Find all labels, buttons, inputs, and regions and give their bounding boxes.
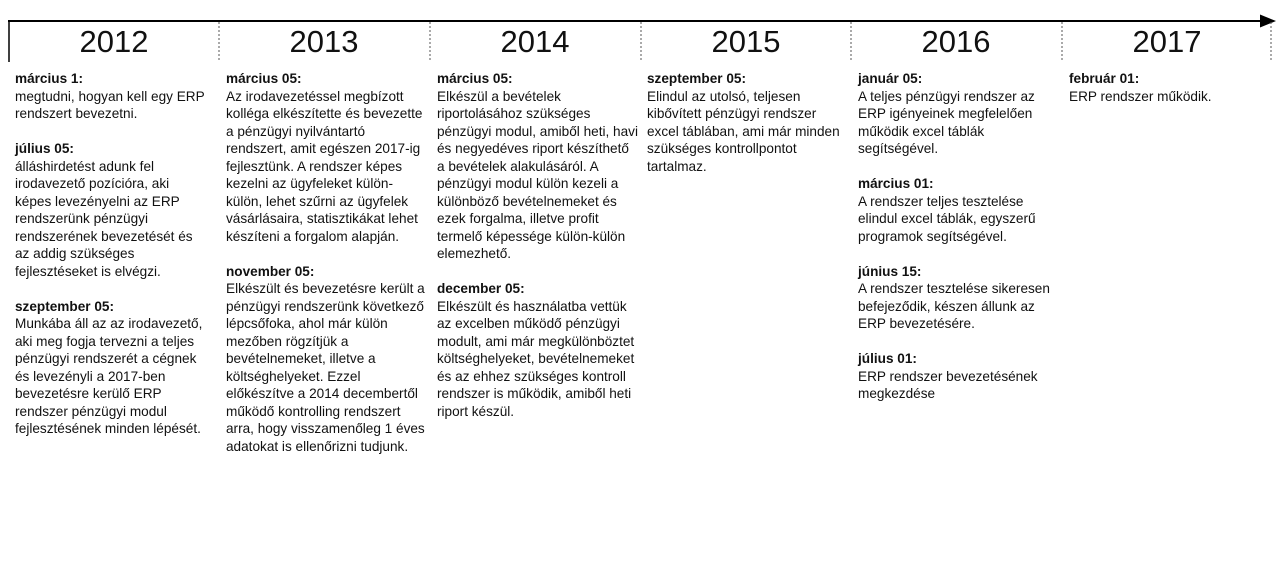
event-description: A rendszer tesztelése sikeresen befejeződik, készen állunk az ERP bevezetésére.	[858, 281, 1050, 331]
event-date: szeptember 05:	[15, 298, 114, 314]
event-description: ERP rendszer működik.	[1069, 88, 1212, 104]
year-column-2016	[858, 70, 1058, 420]
event-date: március 1:	[15, 71, 84, 86]
timeline-event	[858, 350, 1058, 403]
event-date: január 05:	[858, 71, 923, 86]
event-date: március 05:	[437, 71, 513, 86]
year-label: 2016	[921, 24, 991, 59]
event-date: március 01:	[858, 176, 934, 191]
timeline-event	[437, 280, 639, 420]
timeline-event	[226, 70, 426, 245]
event-description: ERP rendszer bevezetésének megkezdése	[858, 368, 1038, 401]
event-description: álláshirdetést adunk fel irodavezető pozícióra, aki képes levezényelni az ERP rendszerünk pénzügyi rendszerének bevezetését és az addig szükséges fejlesztéseket is elvégzi.	[15, 158, 193, 279]
year-column-2014	[437, 70, 639, 438]
timeline-event	[647, 70, 847, 175]
event-description: Munkába áll az az irodavezető, aki meg fogja tervezni a teljes pénzügyi rendszerét a cégnek és levezényli a 2017-ben bevezetésre kerülő ERP rendszer pénzügyi modul fejlesztésének minden lépését.	[15, 316, 203, 436]
year-column-2015	[647, 70, 847, 193]
event-description: megtudni, hogyan kell egy ERP rendszert bevezetni.	[15, 88, 205, 121]
event-date: november 05:	[226, 263, 315, 279]
timeline-event	[15, 140, 205, 280]
year-column-2013	[226, 70, 426, 473]
event-date: július 01:	[858, 351, 917, 366]
event-description: Elindul az utolsó, teljesen kibővített pénzügyi rendszer excel táblában, ami már minden szükséges kontrollpontot tartalmaz.	[647, 88, 840, 174]
event-description: Az irodavezetéssel megbízott kolléga elkészítette és bevezette a pénzügyi nyilvántartó rendszert, amit egészen 2017-ig fejlesztünk. A rendszer képes kezelni az ügyfeleket külön-külön, lehet szűrni az ügyfelek vásárlásaira, statisztikákat lehet készíteni a forgalom alapján.	[226, 88, 423, 244]
timeline-event	[437, 70, 639, 263]
event-date: december 05:	[437, 281, 525, 296]
year-label: 2015	[711, 24, 781, 59]
event-date: február 01:	[1069, 71, 1140, 86]
event-date: július 05:	[15, 141, 74, 156]
timeline-event	[858, 175, 1058, 245]
timeline-event	[858, 70, 1058, 158]
event-description: Elkészül a bevételek riportolásához szükséges pénzügyi modul, amiből heti, havi és negyedéves riport készíthető a bevételek alakulásáról. A pénzügyi modul külön kezeli a különböző bevételnemeket és ezek forgalma, illetve profit termelő képessége külön-külön elemezhető.	[437, 88, 638, 261]
year-column-2017	[1069, 70, 1264, 123]
timeline-event	[226, 263, 426, 456]
timeline-event	[15, 70, 205, 123]
year-label: 2017	[1132, 24, 1202, 59]
event-description: Elkészült és használatba vettük az excelben működő pénzügyi modult, ami már megkülönböztet költséghelyeket, bevételnemeket és az ehhez szükséges kontroll rendszer is működik, amiből heti riport készül.	[437, 298, 635, 419]
event-description: A rendszer teljes tesztelése elindul excel táblák, egyszerű programok segítségével.	[858, 193, 1036, 244]
year-label: 2012	[79, 24, 149, 59]
event-date: június 15:	[858, 263, 922, 279]
timeline-event	[858, 263, 1058, 333]
timeline-event	[1069, 70, 1264, 105]
year-label: 2013	[289, 24, 359, 59]
year-label: 2014	[500, 24, 570, 59]
event-date: március 05:	[226, 71, 302, 86]
event-description: A teljes pénzügyi rendszer az ERP igényeinek megfelelően működik excel táblák segítségével.	[858, 88, 1035, 156]
year-column-2012	[15, 70, 205, 455]
event-description: Elkészült és bevezetésre került a pénzügyi rendszerünk következő lépcsőfoka, ahol már külön mezőben rögzítjük a bevételnemeket, illetve a költséghelyeket. Ezzel előkészítve a 2014 decembertől működő kontrolling rendszert arra, hogy visszamenőleg 1 éves adatokat is ellenőrizni tudjunk.	[226, 281, 425, 454]
event-date: szeptember 05:	[647, 71, 746, 86]
timeline-event	[15, 298, 205, 438]
